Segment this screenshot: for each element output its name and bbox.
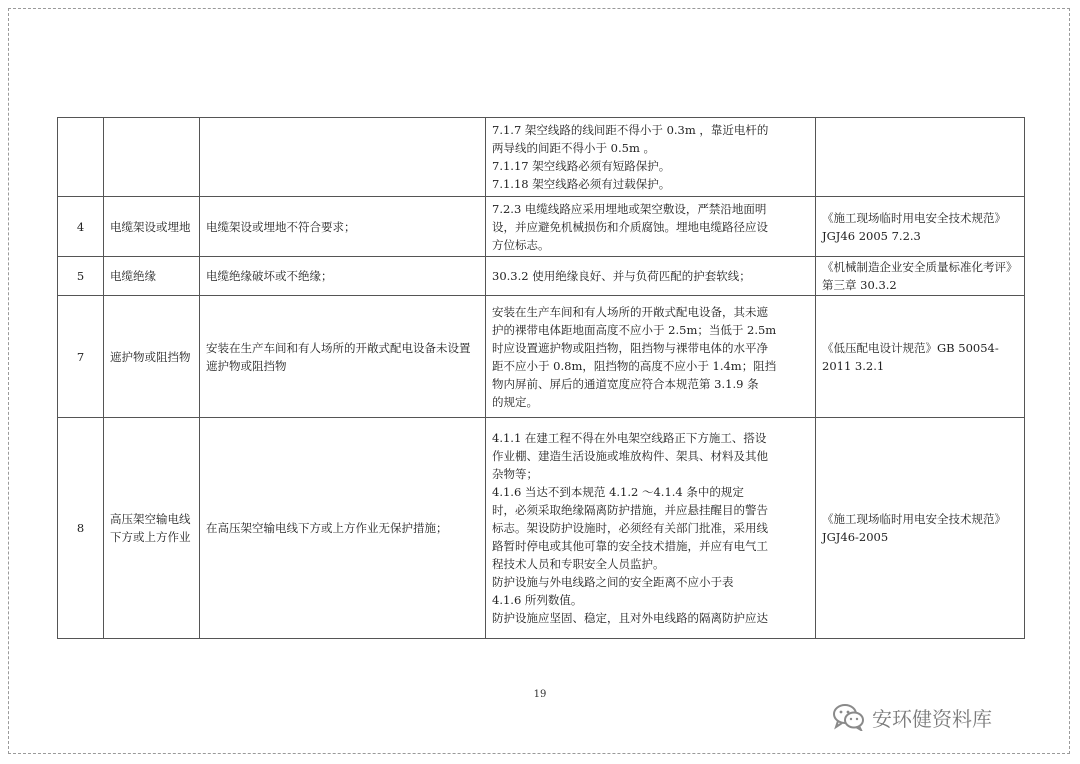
- basis-cell: [486, 118, 816, 197]
- hazard-cell: [200, 118, 486, 197]
- basis-line: 程技术人员和专职安全人员监护。: [492, 557, 665, 571]
- basis-line: 作业棚、建造生活设施或堆放构件、架具、材料及其他: [492, 449, 768, 463]
- regulation-table: [57, 117, 1025, 639]
- basis-line: 防护设施与外电线路之间的安全距离不应小于表: [492, 575, 734, 589]
- basis-cell: [486, 197, 816, 257]
- basis-line: 7.1.7 架空线路的线间距不得小于 0.3m ，靠近电杆的: [492, 123, 769, 137]
- row-number-cell: 5: [58, 257, 104, 296]
- basis-line: 护的裸带电体距地面高度不应小于 2.5m；当低于 2.5m: [492, 322, 777, 337]
- basis-line: 时应设置遮护物或阻挡物，阻挡物与裸带电体的水平净: [492, 340, 768, 355]
- basis-line: 7.1.18 架空线路必须有过载保护。: [492, 177, 671, 191]
- table-row: [58, 418, 1025, 639]
- page-number: 19: [533, 689, 547, 700]
- watermark-text: 安环健资料库: [872, 706, 992, 731]
- hazard-cell: 安装在生产车间和有人场所的开敞式配电设备未设置遮护物或阻挡物: [200, 296, 486, 418]
- basis-line: 设，并应避免机械损伤和介质腐蚀。埋地电缆路径应设: [492, 219, 768, 234]
- standard-cell: 《施工现场临时用电安全技术规范》JGJ46 2005 7.2.3: [816, 197, 1025, 257]
- row-number-cell: 8: [58, 418, 104, 639]
- basis-line: 距不应小于 0.8m，阻挡物的高度不应小于 1.4m；阻挡: [492, 358, 777, 373]
- basis-line: 30.3.2 使用绝缘良好、并与负荷匹配的护套软线；: [492, 269, 751, 283]
- table-row: [58, 118, 1025, 197]
- basis-line: 4.1.1 在建工程不得在外电架空线路正下方施工、搭设: [492, 431, 767, 445]
- row-number-cell: [58, 118, 104, 197]
- basis-cell: [486, 418, 816, 639]
- item-cell: 高压架空输电线下方或上方作业: [104, 418, 200, 639]
- basis-line: 防护设施应坚固、稳定，且对外电线路的隔离防护应达: [492, 611, 768, 625]
- watermark: [832, 700, 992, 734]
- basis-line: 方位标志。: [492, 237, 550, 252]
- basis-line: 7.1.17 架空线路必须有短路保护。: [492, 159, 671, 173]
- table-row: [58, 296, 1025, 418]
- hazard-cell: 在高压架空输电线下方或上方作业无保护措施；: [200, 418, 486, 639]
- item-cell: 电缆绝缘: [104, 257, 200, 296]
- hazard-cell: 电缆架设或埋地不符合要求；: [200, 197, 486, 257]
- basis-line: 两导线的间距不得小于 0.5m 。: [492, 141, 656, 155]
- basis-line: 时，必须采取绝缘隔离防护措施，并应悬挂醒目的警告: [492, 503, 768, 517]
- item-cell: [104, 118, 200, 197]
- basis-line: 路暂时停电或其他可靠的安全技术措施，并应有电气工: [492, 539, 768, 553]
- standard-cell: [816, 118, 1025, 197]
- basis-line: 标志。架设防护设施时，必须经有关部门批准，采用线: [492, 521, 768, 535]
- basis-line: 物内屏前、屏后的通道宽度应符合本规范第 3.1.9 条: [492, 376, 759, 391]
- basis-line: 4.1.6 所列数值。: [492, 593, 583, 607]
- basis-line: 的规定。: [492, 394, 538, 409]
- standard-cell: 《低压配电设计规范》GB 50054-2011 3.2.1: [816, 296, 1025, 418]
- standard-cell: 《施工现场临时用电安全技术规范》JGJ46-2005: [816, 418, 1025, 639]
- standard-cell: 《机械制造企业安全质量标准化考评》第三章 30.3.2: [816, 257, 1025, 296]
- row-number-cell: 4: [58, 197, 104, 257]
- basis-cell: [486, 257, 816, 296]
- basis-line: 杂物等；: [492, 467, 538, 481]
- basis-line: 安装在生产车间和有人场所的开敞式配电设备，其未遮: [492, 304, 768, 319]
- basis-line: 7.2.3 电缆线路应采用埋地或架空敷设，严禁沿地面明: [492, 201, 767, 216]
- wechat-icon: [832, 703, 866, 731]
- table-row: [58, 257, 1025, 296]
- item-cell: 遮护物或阻挡物: [104, 296, 200, 418]
- row-number-cell: 7: [58, 296, 104, 418]
- hazard-cell: 电缆绝缘破坏或不绝缘；: [200, 257, 486, 296]
- basis-line: 4.1.6 当达不到本规范 4.1.2 ～4.1.4 条中的规定: [492, 485, 744, 499]
- item-cell: 电缆架设或埋地: [104, 197, 200, 257]
- basis-cell: [486, 296, 816, 418]
- table-row: [58, 197, 1025, 257]
